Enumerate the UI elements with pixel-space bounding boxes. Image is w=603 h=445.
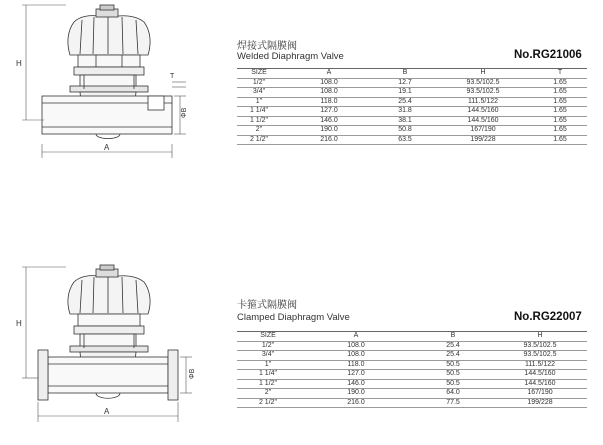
a-cell: 216.0 [281,135,377,145]
b-cell: 64.0 [413,389,493,399]
a-cell: 108.0 [299,351,413,361]
welded-spec-table [237,68,587,145]
b-cell: 25.4 [413,341,493,351]
welded-handwheel [68,5,150,55]
t-cell: 1.65 [533,126,587,136]
header-cell: B [413,332,493,342]
h-cell: 144.5/160 [433,107,533,117]
table-row [237,88,587,98]
h-cell: 144.5/160 [433,116,533,126]
header-cell: H [493,332,587,342]
table-row [237,389,587,399]
h-cell: 144.5/160 [493,379,587,389]
size-cell: 1 1/4" [237,370,299,380]
clamped-valve-drawing [0,262,200,442]
a-cell: 118.0 [281,97,377,107]
b-cell: 31.8 [377,107,433,117]
t-cell: 1.65 [533,78,587,88]
h-cell: 111.5/122 [493,360,587,370]
clamped-bore-label: ΦB [189,368,196,379]
table-row [237,135,587,145]
header-cell: A [299,332,413,342]
size-cell: 1/2" [237,78,281,88]
header-cell: SIZE [237,69,281,79]
welded-bore-label: ΦB [181,107,188,118]
a-cell: 146.0 [281,116,377,126]
b-cell: 38.1 [377,116,433,126]
b-cell: 19.1 [377,88,433,98]
table-row [237,97,587,107]
header-cell: B [377,69,433,79]
t-cell: 1.65 [533,88,587,98]
size-cell: 1" [237,97,281,107]
h-cell: 167/190 [433,126,533,136]
a-cell: 108.0 [281,88,377,98]
clamped-title-en: Clamped Diaphragm Valve [237,312,350,323]
h-cell: 93.5/102.5 [433,88,533,98]
b-cell: 50.5 [413,370,493,380]
clamped-model-no: No.RG22007 [514,311,582,323]
b-cell: 63.5 [377,135,433,145]
table-row [237,398,587,408]
table-header-row [237,69,587,79]
size-cell: 2" [237,389,299,399]
clamped-title-cn: 卡箍式隔膜阀 [237,300,297,311]
welded-title-en: Welded Diaphragm Valve [237,51,344,62]
welded-bonnet [70,55,148,92]
welded-height-label: H [16,59,22,68]
welded-model-no: No.RG21006 [514,49,582,61]
header-cell: H [433,69,533,79]
h-cell: 199/228 [493,398,587,408]
h-cell: 93.5/102.5 [493,351,587,361]
welded-length-label: A [104,143,110,152]
size-cell: 1/2" [237,341,299,351]
table-row [237,107,587,117]
h-cell: 93.5/102.5 [493,341,587,351]
b-cell: 50.5 [413,379,493,389]
table-row [237,341,587,351]
a-cell: 190.0 [281,126,377,136]
table-row [237,379,587,389]
table-row [237,370,587,380]
b-cell: 25.4 [377,97,433,107]
size-cell: 1 1/4" [237,107,281,117]
welded-body [42,92,172,139]
size-cell: 2 1/2" [237,398,299,408]
a-cell: 108.0 [299,341,413,351]
a-cell: 190.0 [299,389,413,399]
a-cell: 118.0 [299,360,413,370]
table-header-row [237,332,587,342]
welded-thickness-label: T [170,73,175,80]
h-cell: 167/190 [493,389,587,399]
t-cell: 1.65 [533,97,587,107]
table-row [237,78,587,88]
size-cell: 2" [237,126,281,136]
b-cell: 12.7 [377,78,433,88]
b-cell: 25.4 [413,351,493,361]
size-cell: 3/4" [237,88,281,98]
t-cell: 1.65 [533,135,587,145]
header-cell: SIZE [237,332,299,342]
a-cell: 127.0 [281,107,377,117]
h-cell: 111.5/122 [433,97,533,107]
h-cell: 93.5/102.5 [433,78,533,88]
a-cell: 127.0 [299,370,413,380]
b-cell: 77.5 [413,398,493,408]
h-cell: 199/228 [433,135,533,145]
size-cell: 3/4" [237,351,299,361]
clamped-handwheel [68,265,150,314]
welded-title-cn: 焊接式隔膜阀 [237,41,297,52]
size-cell: 1 1/2" [237,116,281,126]
t-cell: 1.65 [533,107,587,117]
clamped-length-label: A [104,407,110,416]
clamped-spec-table [237,331,587,408]
header-cell: A [281,69,377,79]
b-cell: 50.8 [377,126,433,136]
table-row [237,126,587,136]
table-row [237,351,587,361]
table-row [237,360,587,370]
clamped-body [38,350,178,400]
header-cell: T [533,69,587,79]
clamped-height-label: H [16,319,22,328]
h-cell: 144.5/160 [493,370,587,380]
a-cell: 108.0 [281,78,377,88]
t-cell: 1.65 [533,116,587,126]
size-cell: 1 1/2" [237,379,299,389]
table-row [237,116,587,126]
welded-valve-drawing [0,0,200,175]
a-cell: 216.0 [299,398,413,408]
size-cell: 2 1/2" [237,135,281,145]
size-cell: 1" [237,360,299,370]
clamped-bonnet [70,314,148,352]
a-cell: 146.0 [299,379,413,389]
b-cell: 50.5 [413,360,493,370]
